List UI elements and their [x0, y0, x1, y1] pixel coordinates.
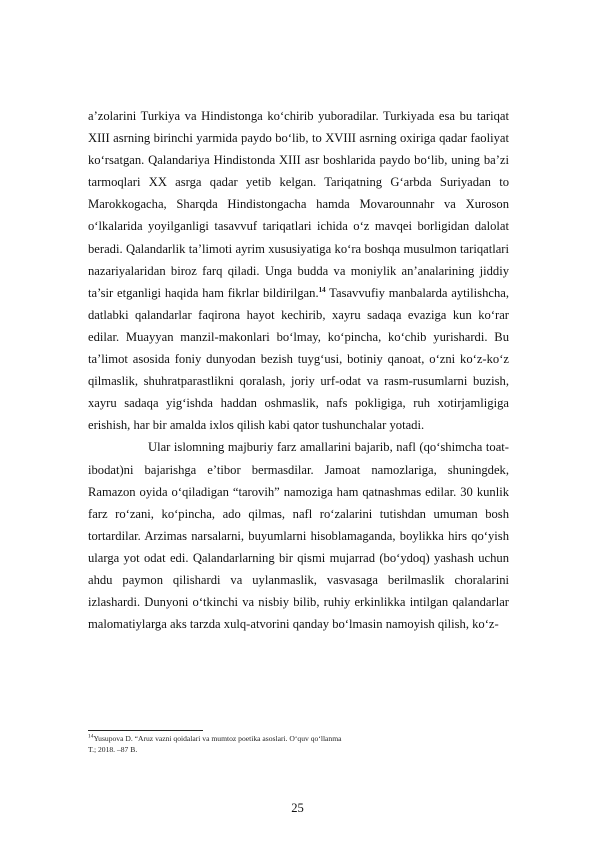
footnote-line-2: T.; 2018. –87 B. [88, 745, 138, 754]
footnote-number: 14 [88, 733, 94, 740]
paragraph-2: Ular islomning majburiy farz amallarini bajarib, nafl (qo‘shimcha toat-ibodat)ni bajarishga e’tibor bermasdilar. Jamoat namozlariga, shuningdek, Ramazon oyida o‘qiladigan “tarovih” namoziga ham qatnashmas edilar. 30 kunlik farz ro‘zani, ko‘pincha, ado qilmas, nafl ro‘zalarini tutishdan umuman bosh tortardilar. Arzimas narsalarni, buyumlarni hisoblamaganda, boylikka hirs qo‘yish ularga yot odat edi. Qalandarlarning bir qismi mujarrad (bo‘ydoq) yashash uchun ahdu paymon qilishardi va uylanmaslik, vasvasaga berilmaslik choralarini izlashardi. Dunyoni o‘tkinchi va nisbiy bilib, ruhiy erkinlikka intilgan qalandarlar malomatiylarga aks tarzda xulq-atvorini qanday bo‘lmasin namoyish qilish, ko‘z- [88, 440, 509, 632]
paragraph-1-text-b: Tasavvufiy manbalarda aytilishcha, datlabki qalandarlar faqirona hayot kechirib, xayru sadaqa evaziga kun ko‘rar edilar. Muayyan manzil-makonlari bo‘lmay, ko‘pincha, ko‘chib yurishardi. Bu ta’limot asosida foniy dunyodan bezish tuyg‘usi, botiniy qanoat, o‘zni ko‘z-ko‘z qilmaslik, shuhratparastlikni qoralash, joriy urf-odat va rasm-rusumlarni buzish, xayru sadaqa yig‘ishda haddan oshmaslik, nafs pokligiga, ruh xotirjamligiga erishish, har bir amalda ixlos qilish kabi qator tushunchalar yotadi. [88, 285, 509, 433]
paragraph-1-text-a: a’zolarini Turkiya va Hindistonga ko‘chirib yuboradilar. Turkiyada esa bu tariqat XIII asrning birinchi yarmida paydo bo‘lib, to XVIII asrning oxiriga qadar faoliyat ko‘rsatgan. Qalandariya Hindistonda XIII asr boshlarida paydo bo‘lib, uning ba’zi tarmoqlari XX asrga qadar yetib kelgan. Tariqatning G‘arbda Suriyadan to Marokkogacha, Sharqda Hindistongacha hamda Movarounnahr va Xuroson o‘lkalarida yoyilganligi tasavvuf tariqatlari ichida o‘z mavqei borligidan dalolat beradi. Qalandarlik ta’limoti ayrim xususiyatiga ko‘ra boshqa musulmon tariqatlari nazariyalaridan biroz farq qiladi. Unga budda va moniylik an’analarining jiddiy ta’sir etganligi haqida ham fikrlar bildirilgan. [88, 109, 509, 300]
body-text [88, 105, 509, 635]
footnote-line-1 [88, 733, 509, 744]
footnote-divider [88, 730, 203, 731]
footnote [88, 733, 509, 755]
footnote-line-1-text: Yusupova D. “Aruz vazni qoidalari va mumtoz poetika asoslari. O‘quv qo‘llanma [93, 734, 342, 743]
page-number: 25 [291, 801, 304, 815]
footnote-reference[interactable]: 14 [318, 285, 326, 294]
paragraph-1 [88, 105, 509, 436]
